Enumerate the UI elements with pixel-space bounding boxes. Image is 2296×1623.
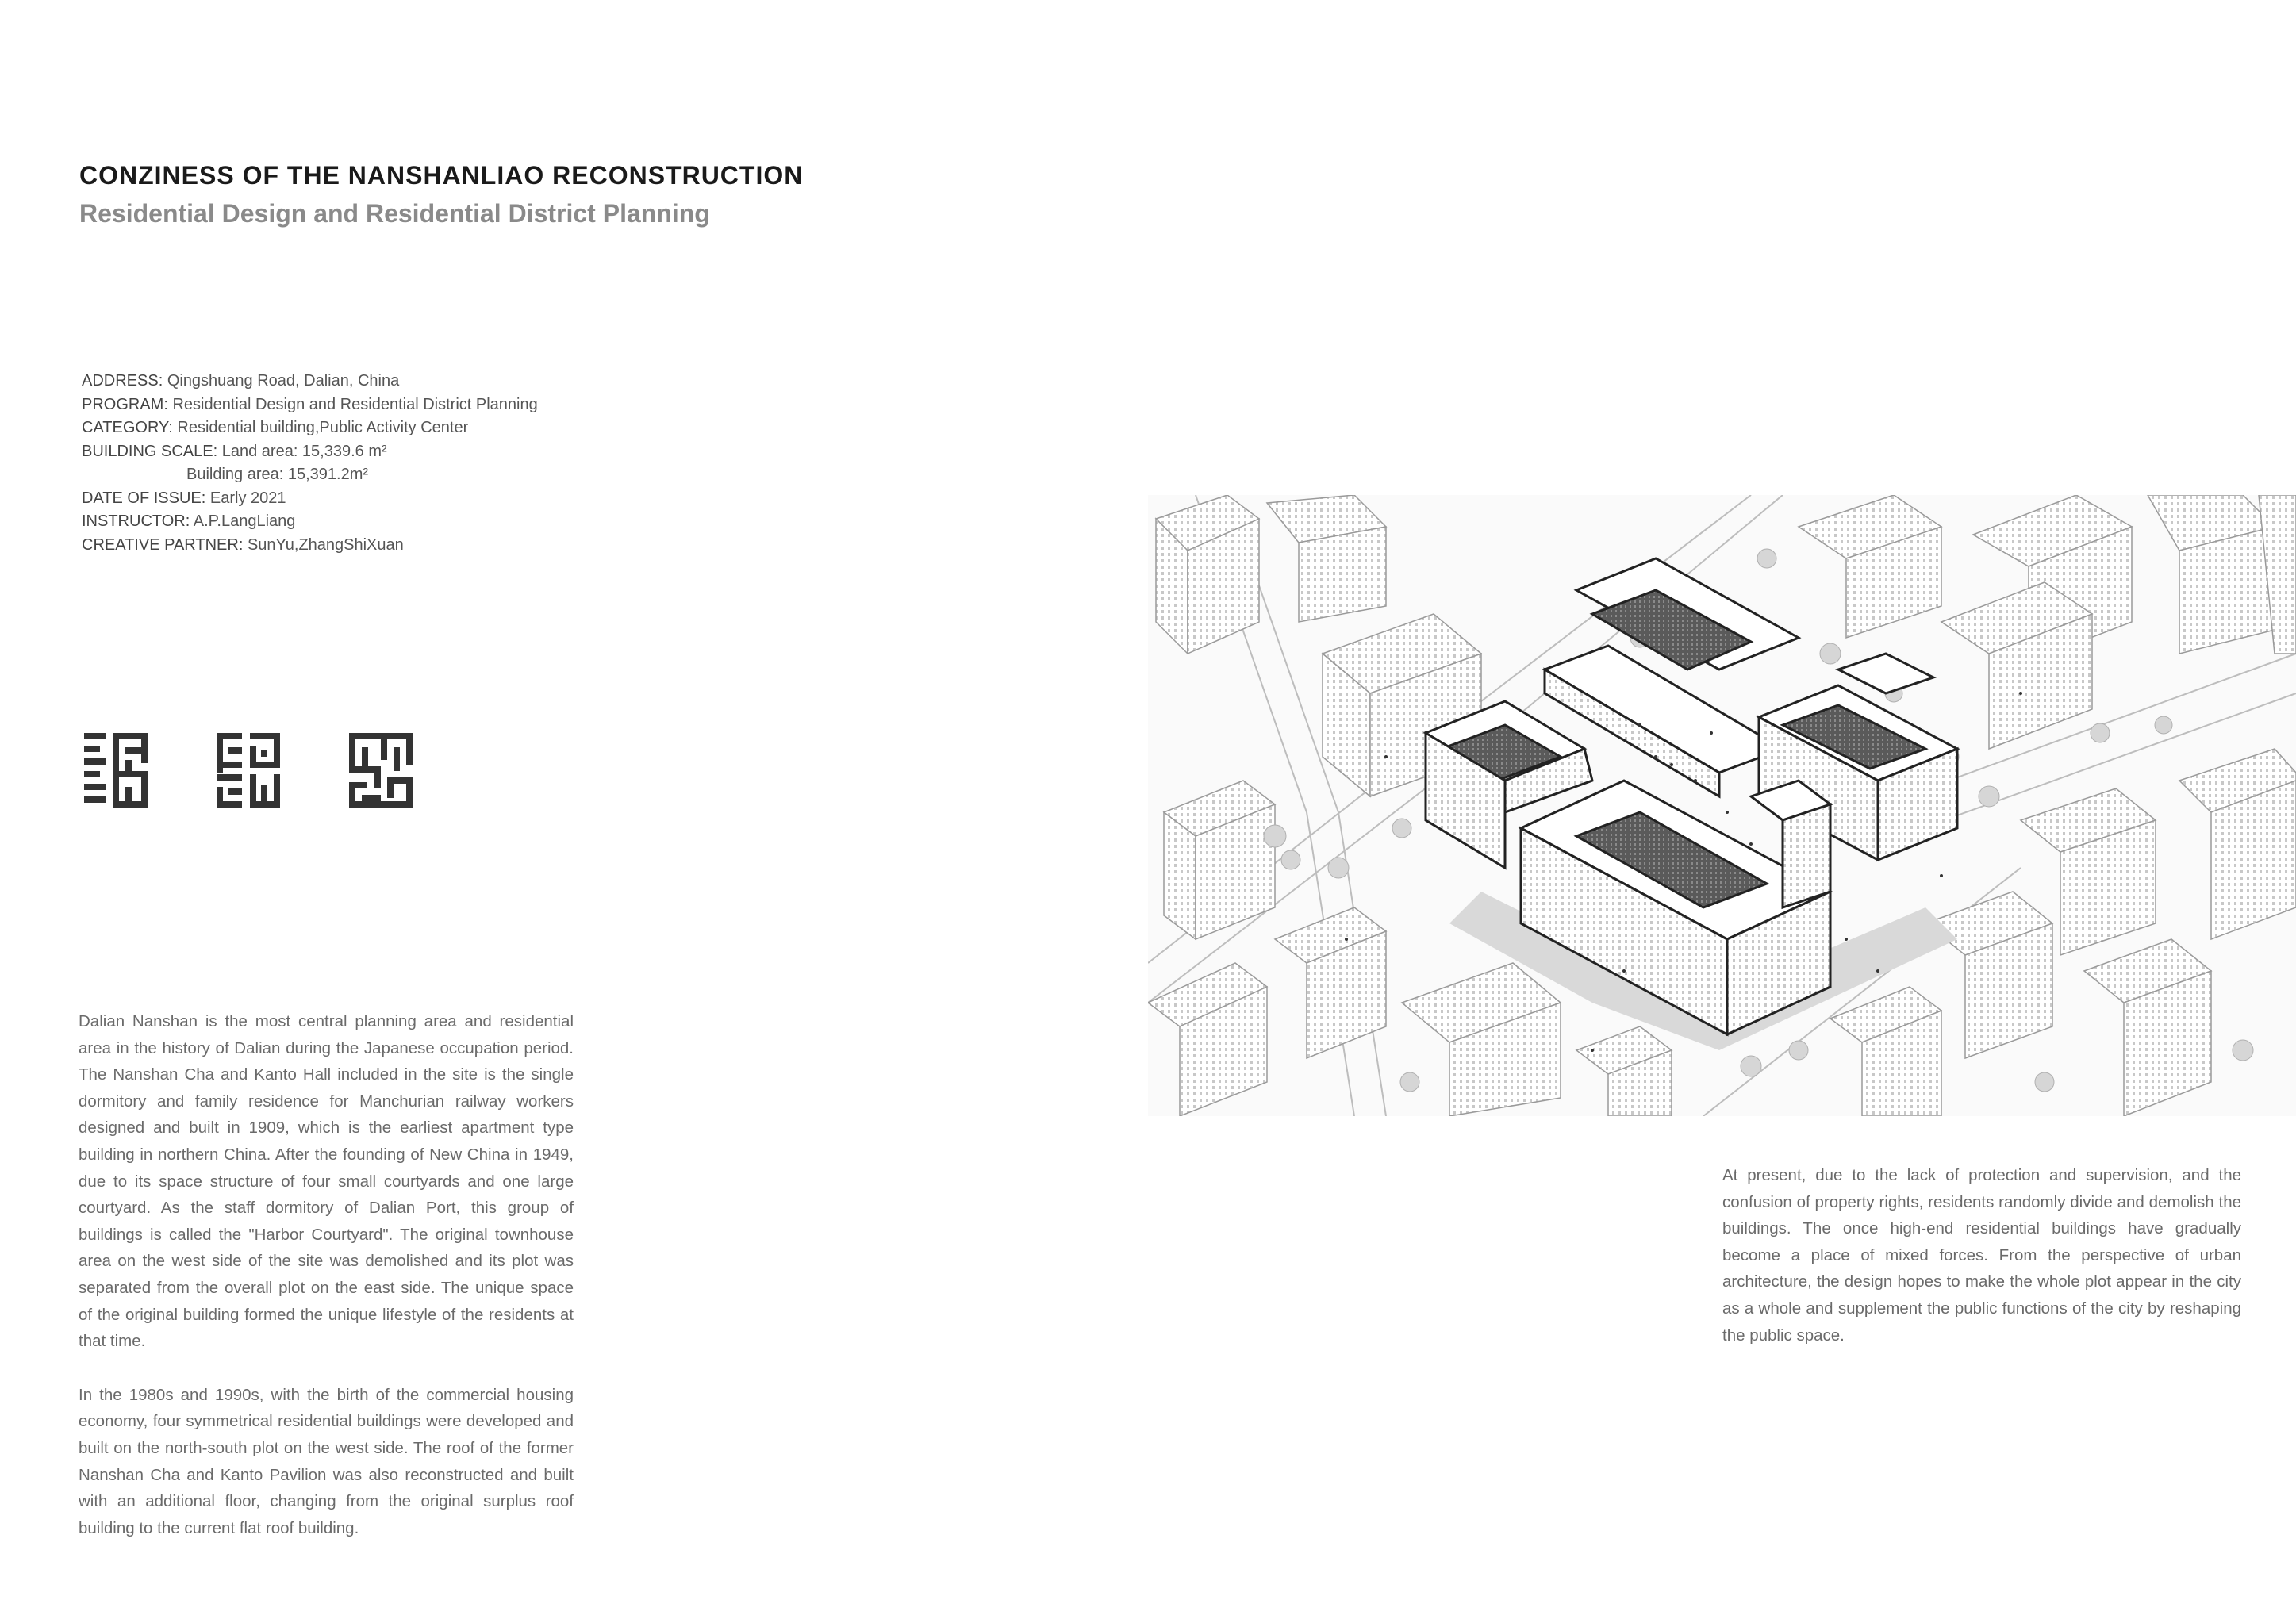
info-instructor-value: A.P.LangLiang <box>193 512 296 530</box>
info-category-label: CATEGORY: <box>82 419 173 436</box>
maze-glyph-icon <box>349 733 413 808</box>
info-address <box>82 370 538 393</box>
history-paragraph-1: Dalian Nanshan is the most central planning area and residential area in the history of Dalian during the Japanese occupation period. The Nanshan Cha and Kanto Hall included in the site is the single dormitory and family residence for Manchurian railway workers designed and built in 1909, which is the earliest apartment type building in northern China. After the founding of New China in 1949, due to its space structure of four small courtyards and one large courtyard. As the staff dormitory of Dalian Port, this group of buildings is called the "Harbor Courtyard". The original townhouse area on the west side of the site was demolished and its plot was separated from the overall plot on the east side. The unique space of the original building formed the unique lifestyle of the residents at that time. <box>79 1012 574 1351</box>
maze-glyph-icon <box>217 733 280 808</box>
info-address-value: Qingshuang Road, Dalian, China <box>167 372 400 389</box>
info-category-value: Residential building,Public Activity Center <box>177 419 469 436</box>
logo-row <box>84 733 413 808</box>
info-program-label: PROGRAM: <box>82 395 168 413</box>
info-partner-label: CREATIVE PARTNER: <box>82 535 244 554</box>
info-scale-label: BUILDING SCALE: <box>82 442 218 460</box>
present-text <box>1722 1162 2241 1349</box>
maze-glyph-icon <box>84 733 148 808</box>
present-paragraph: At present, due to the lack of protection and supervision, and the confusion of property rights, residents randomly divide and demolish the buildings. The once high-end residential buildings have gradually become a place of mixed forces. From the perspective of urban architecture, the design hopes to make the whole plot appear in the city as a whole and supplement the public functions of the city by reshaping the public space. <box>1722 1166 2241 1345</box>
info-building-area: Building area: 15,391.2m² <box>186 466 369 483</box>
info-partner-value: SunYu,ZhangShiXuan <box>247 535 404 554</box>
info-address-label: ADDRESS: <box>82 372 163 389</box>
info-date <box>82 487 538 511</box>
info-scale <box>82 440 538 464</box>
info-program <box>82 393 538 417</box>
axonometric-drawing <box>1148 495 2296 1116</box>
history-text <box>79 1008 574 1541</box>
axonometric-svg <box>1148 495 2296 1116</box>
project-info <box>82 370 538 557</box>
info-partner <box>82 534 538 558</box>
info-program-value: Residential Design and Residential District Planning <box>172 395 538 413</box>
info-instructor-label: INSTRUCTOR: <box>82 512 190 530</box>
page-subtitle: Residential Design and Residential District Planning <box>79 199 710 228</box>
info-date-label: DATE OF ISSUE: <box>82 489 206 507</box>
page-title: CONZINESS OF THE NANSHANLIAO RECONSTRUCTION <box>79 161 804 190</box>
info-date-value: Early 2021 <box>209 489 286 507</box>
info-land-area: Land area: 15,339.6 m² <box>221 442 387 460</box>
info-category <box>82 416 538 440</box>
history-paragraph-2: In the 1980s and 1990s, with the birth of the commercial housing economy, four symmetrical residential buildings were developed and built on the north-south plot on the west side. The roof of the former Nanshan Cha and Kanto Pavilion was also reconstructed and built with an additional floor, changing from the original surplus roof building to the current flat roof building. <box>79 1385 574 1537</box>
info-instructor <box>82 510 538 534</box>
